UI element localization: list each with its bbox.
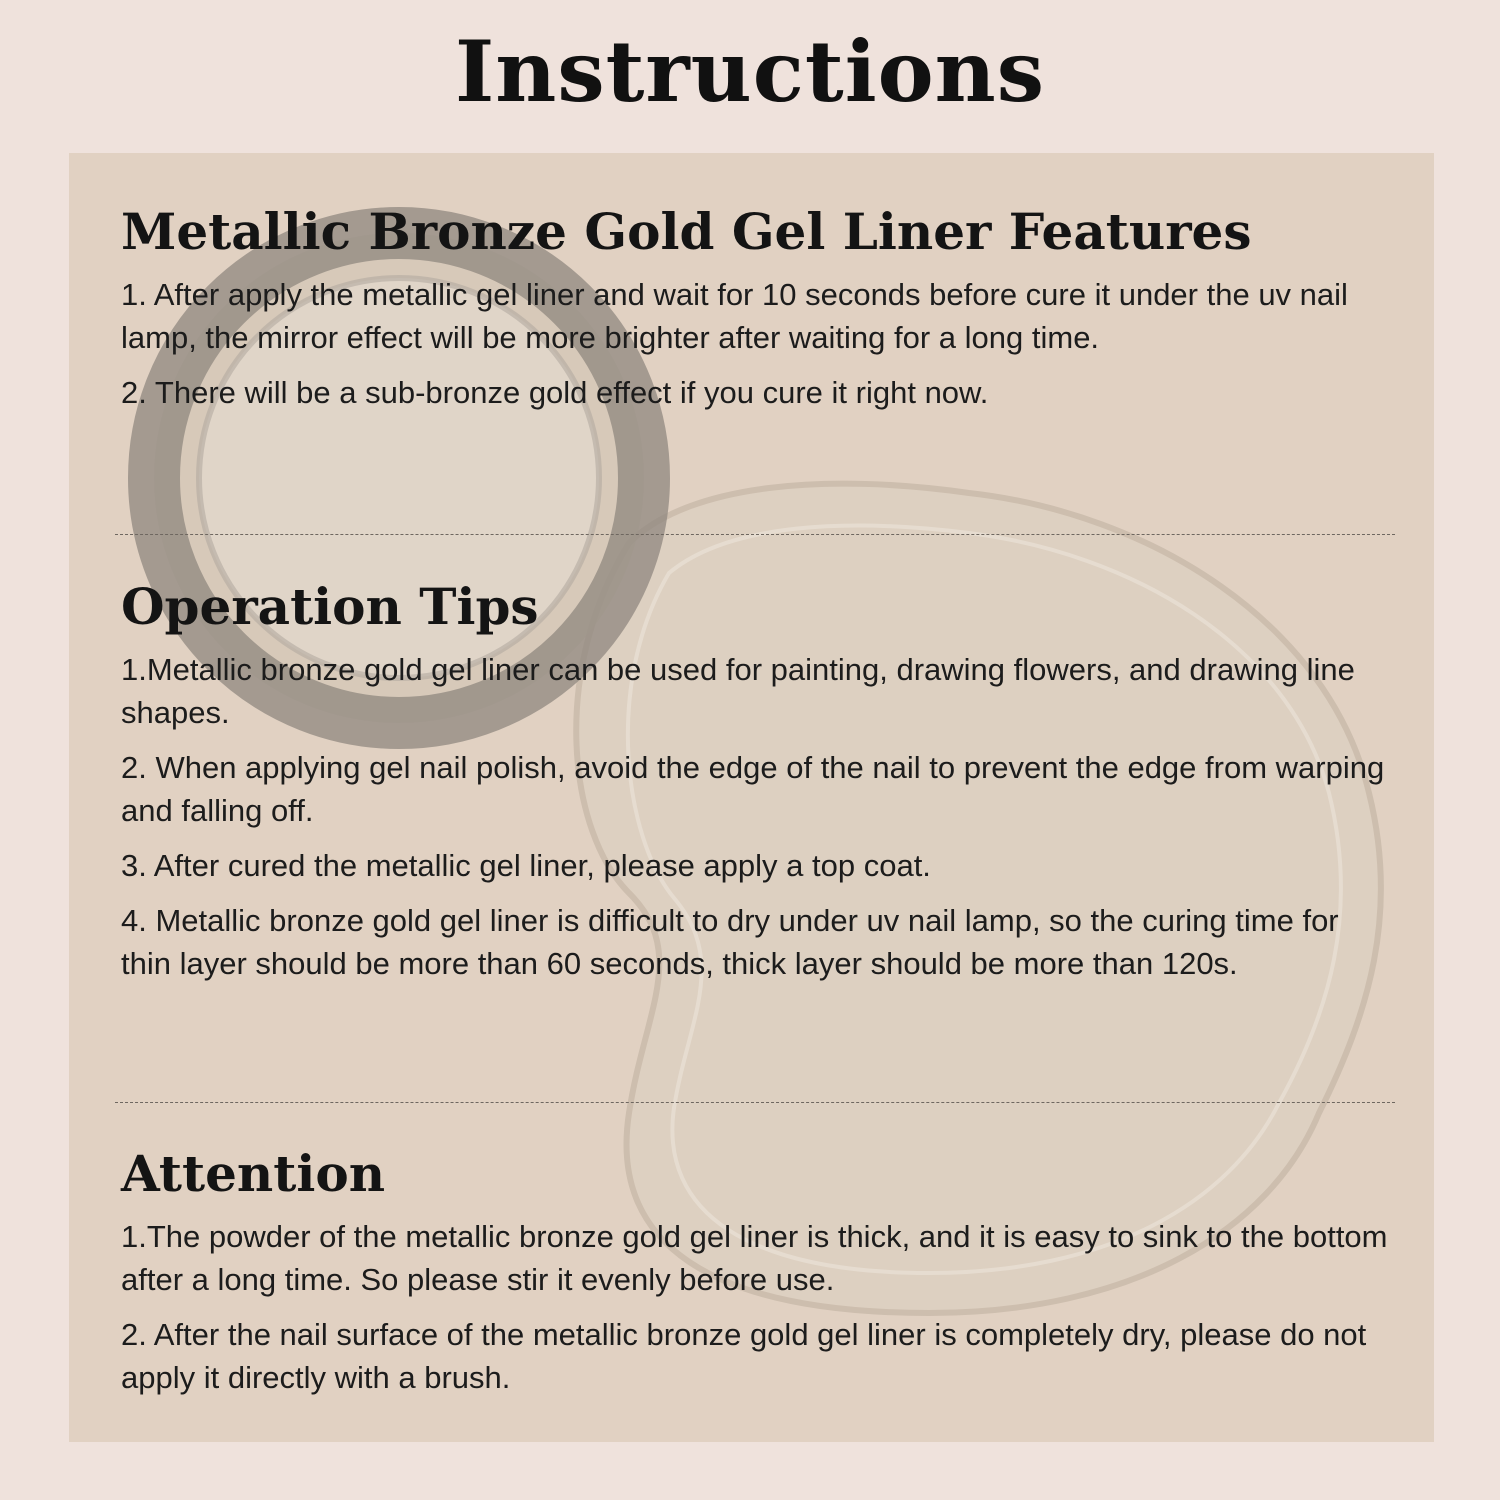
operation-tips-heading: Operation Tips [121, 577, 539, 636]
attention-item: 1.The powder of the metallic bronze gold gel liner is thick, and it is easy to sink to the bottom after a long time. So please stir it evenly before use. [121, 1218, 1388, 1297]
features-heading: Metallic Bronze Gold Gel Liner Features [121, 202, 1252, 261]
features-section [121, 203, 1391, 426]
page-title: Instructions [454, 22, 1046, 121]
attention-item: 2. After the nail surface of the metallic bronze gold gel liner is completely dry, please do not apply it directly with a brush. [121, 1316, 1367, 1395]
dashed-divider [115, 1102, 1395, 1103]
tip-item: 1.Metallic bronze gold gel liner can be used for painting, drawing flowers, and drawing line shapes. [121, 651, 1355, 730]
operation-tips-section [121, 578, 1391, 997]
instructions-card [69, 153, 1434, 1442]
attention-section [121, 1145, 1391, 1411]
features-item: 1. After apply the metallic gel liner and wait for 10 seconds before cure it under the uv nail lamp, the mirror effect will be more brighter after waiting for a long time. [121, 276, 1348, 355]
tip-item: 4. Metallic bronze gold gel liner is difficult to dry under uv nail lamp, so the curing time for thin layer should be more than 60 seconds, thick layer should be more than 120s. [121, 902, 1339, 981]
dashed-divider [115, 534, 1395, 535]
tip-item: 2. When applying gel nail polish, avoid the edge of the nail to prevent the edge from warping and falling off. [121, 749, 1385, 828]
features-item: 2. There will be a sub-bronze gold effect if you cure it right now. [121, 374, 989, 410]
attention-heading: Attention [121, 1144, 386, 1203]
tip-item: 3. After cured the metallic gel liner, please apply a top coat. [121, 847, 931, 883]
